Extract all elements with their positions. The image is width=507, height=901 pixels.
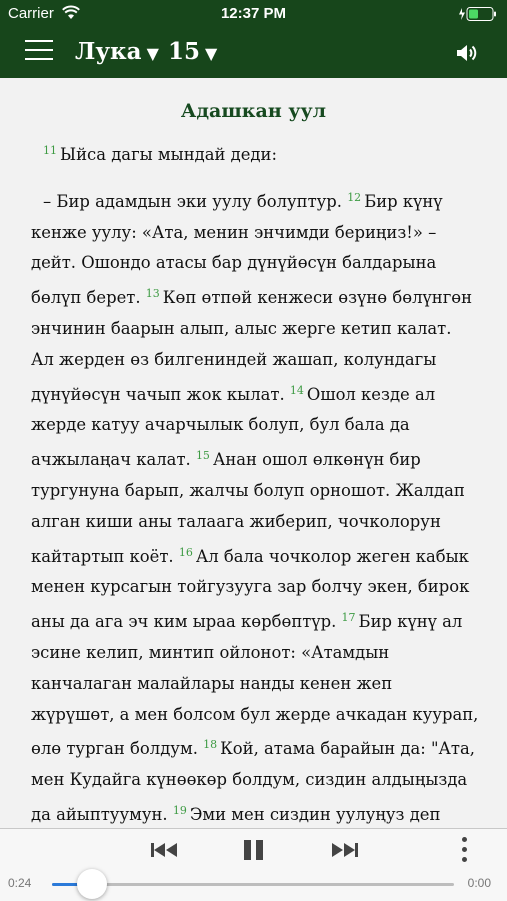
battery-icon <box>459 7 497 21</box>
next-icon[interactable] <box>330 837 360 863</box>
verse-number: 17 <box>341 611 356 625</box>
chapter-selector[interactable] <box>168 38 217 65</box>
book-selector[interactable] <box>75 38 159 65</box>
menu-icon[interactable] <box>25 40 53 62</box>
status-time: 12:37 PM <box>220 5 287 22</box>
pause-icon[interactable] <box>242 837 266 863</box>
slider-thumb[interactable] <box>77 869 107 899</box>
remaining-time: 0:00 <box>467 876 491 890</box>
chapter-number: 15 <box>168 38 201 65</box>
chapter-dropdown-icon: ▼ <box>205 44 218 63</box>
verse-text: Бир күнү кенже уулу: «Ата, менин энчимди бериңиз!» – дейт. Ошондо атасы бар дүнүйөсүн балдарына бөлүп берет. <box>31 191 443 308</box>
verse-number: 19 <box>172 803 187 817</box>
section-heading: Адашкан уул <box>180 100 327 122</box>
chapter-text[interactable] <box>0 78 507 828</box>
navigation-bar <box>0 28 507 78</box>
verse-text: Анан ошол өлкөнүн бир тургунуна барып, жалчы болуп орношот. Жалдап алган киши аны талаага жиберип, чочколорун кайтартып коёт. <box>31 450 465 566</box>
progress-slider[interactable] <box>52 883 454 886</box>
book-dropdown-icon: ▼ <box>146 44 159 63</box>
verse-text: Эми мен сиздин уулуңуз деп <box>189 804 441 824</box>
status-bar <box>0 0 507 28</box>
verse-number: 13 <box>145 287 160 301</box>
audio-player <box>0 828 507 901</box>
book-name: Лука <box>75 38 142 65</box>
verse-number: 18 <box>203 738 218 752</box>
verse-text: Ошол кезде ал жерде катуу ачарчылык болуп, бул бала да ачжылаңач калат. <box>31 384 436 470</box>
more-icon[interactable] <box>460 837 468 863</box>
verse-text: Кой, атама барайын да: "Ата, мен Кудайга күнөөкөр болдум, сиздин алдыңызда да айыптуумун. <box>31 739 475 824</box>
previous-icon[interactable] <box>149 837 179 863</box>
verse-text: Көп өтпөй кенжеси өзүнө бөлүнгөн энчинин баарын алып, алыс жерге кетип калат. Ал жерден өз билгениндей жашап, колундагы дүнүйөсүн чачып жок кылат. <box>31 288 473 404</box>
paragraph <box>31 183 479 893</box>
verse-number: 16 <box>178 545 193 559</box>
paragraph <box>31 136 479 171</box>
elapsed-time: 0:24 <box>8 876 32 890</box>
verse-number: 12 <box>347 190 362 204</box>
verse-text: Бир күнү ал эсине келип, минтип ойлонот: «Атамдын канчалаган малайлары нанды кенен жеп жүрүшөт, а мен болсом бул жерде ачкадан куурап, өлө турган болдум. <box>31 612 479 759</box>
carrier-label: Carrier <box>8 5 54 22</box>
verse-text: – Бир адамдын эки уулу болуптур. <box>43 191 348 211</box>
verse-text: Ыйса дагы мындай деди: <box>60 145 277 164</box>
app-header <box>0 0 507 78</box>
speaker-icon[interactable] <box>455 41 479 65</box>
verse-text: Ал бала чочколор жеген кабык менен курсагын тойгузууга зар болчу экен, бирок аны да ага эч ким ыраа көрбөптүр. <box>31 546 470 632</box>
verse-number: 11 <box>43 144 57 157</box>
verse-number: 15 <box>195 449 210 463</box>
verse-number: 14 <box>289 383 304 397</box>
